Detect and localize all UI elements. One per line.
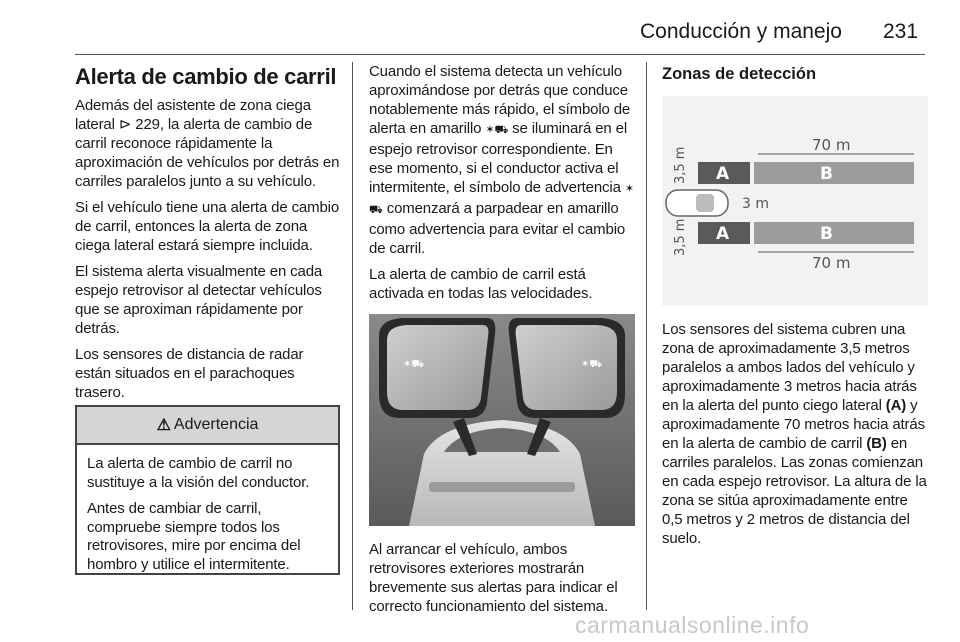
paragraph-blind-spot: Si el vehículo tiene una alerta de cambio de carril, entonces la alerta de zona ciega lateral estará siempre incluida. [75, 199, 340, 254]
section-title: Alerta de cambio de carril [75, 64, 337, 89]
warning-title: Advertencia [173, 416, 259, 433]
warning-box [75, 405, 340, 575]
car-top-view [666, 190, 728, 216]
paragraph-all-speeds: La alerta de cambio de carril está activada en todas las velocidades. [369, 266, 593, 302]
lane-change-alert-icon: ✶⛟ [485, 124, 509, 136]
width-label-bottom: 3,5 m [673, 218, 688, 256]
distance-label-bottom: 70 m [812, 254, 851, 272]
lane-change-alert-icon: ✶⛟ [369, 183, 634, 216]
text-run: comenzará a parpadear en amarillo como advertencia para evitar el cambio de carril. [369, 200, 626, 257]
column-2 [369, 62, 635, 310]
column-divider-1 [352, 62, 353, 610]
text-run: Los sensores del sistema cubren una zona de aproximadamente 3,5 metros paralelos a ambos lados del vehículo y aproximadamente 3 metros hacia atrás en la alerta del punto ciego lateral [662, 321, 917, 414]
zone-b-label-bottom: B [820, 224, 833, 244]
mirror-alert-symbol: ✶⛟ [581, 359, 602, 370]
paragraph-detection [369, 62, 635, 258]
zone-b-ref: (B) [866, 435, 887, 452]
column-2-bottom [369, 540, 635, 623]
detection-zones-title: Zonas de detección [662, 65, 817, 83]
paragraph-intro: Además del asistente de zona ciega lateral ⊳ 229, la alerta de cambio de carril reconoce rápidamente la aproximación de vehículos por detrás en carriles paralelos junto a su vehículo. [75, 97, 340, 190]
warning-paragraph-2: Antes de cambiar de carril, compruebe siempre todos los retrovisores, mire por encima del hombro y utilice el intermitente. [87, 500, 301, 573]
mirror-alert-symbol: ✶⛟ [403, 359, 424, 370]
zone-a-label-top: A [716, 164, 730, 184]
rear-distance-label: 3 m [742, 196, 769, 212]
column-3 [662, 62, 928, 84]
column-divider-2 [646, 62, 647, 610]
column-1 [75, 62, 341, 409]
zone-a-ref: (A) [885, 397, 907, 414]
text-run: se iluminará en el espejo retrovisor correspondiente. En ese momento, si el conductor activa el intermitente, el símbolo de advertencia [369, 120, 628, 196]
running-header-title: Conducción y manejo [640, 20, 842, 43]
warning-header [77, 407, 338, 445]
paragraph-visual-alert: El sistema alerta visualmente en cada espejo retrovisor al detectar vehículos que se aproximan rápidamente por detrás. [75, 263, 323, 337]
zone-b-label-top: B [820, 164, 833, 184]
header-divider [75, 54, 925, 55]
text-run: Cuando el sistema detecta un vehículo aproximándose por detrás que conduce notablemente más rápido, el símbolo de alerta en amarillo [369, 63, 631, 137]
zone-b-top [754, 162, 914, 184]
paragraph-startup-check: Al arrancar el vehículo, ambos retrovisores exteriores mostrarán brevemente sus alertas para indicar el correcto funcionamiento del sistema. [369, 541, 618, 615]
trunk-line [429, 482, 575, 492]
watermark: carmanualsonline.info [575, 612, 810, 638]
mirror-illustration [369, 314, 635, 526]
distance-label-top: 70 m [812, 136, 851, 154]
detection-zones-diagram [662, 96, 928, 306]
text-run: en carriles paralelos. Las zonas comienzan en cada espejo retrovisor. La altura de la zona se sitúa aproximadamente entre 0,5 metros y 2 metros de distancia del suelo. [662, 435, 927, 547]
warning-body [77, 445, 338, 574]
warning-icon: ⚠ [156, 417, 171, 434]
paragraph-radar-sensors: Los sensores de distancia de radar están situados en el parachoques trasero. [75, 346, 304, 401]
paragraph-detection-zones [662, 320, 928, 548]
text-run: y aproximadamente 70 metros hacia atrás en la alerta de cambio de carril [662, 397, 925, 452]
zone-a-label-bottom: A [716, 224, 730, 244]
column-3-bottom [662, 320, 928, 555]
page-number: 231 [883, 20, 919, 43]
zone-b-bottom [754, 222, 914, 244]
warning-paragraph-1: La alerta de cambio de carril no sustituye a la visión del conductor. [87, 455, 310, 491]
width-label-top: 3,5 m [673, 146, 688, 184]
